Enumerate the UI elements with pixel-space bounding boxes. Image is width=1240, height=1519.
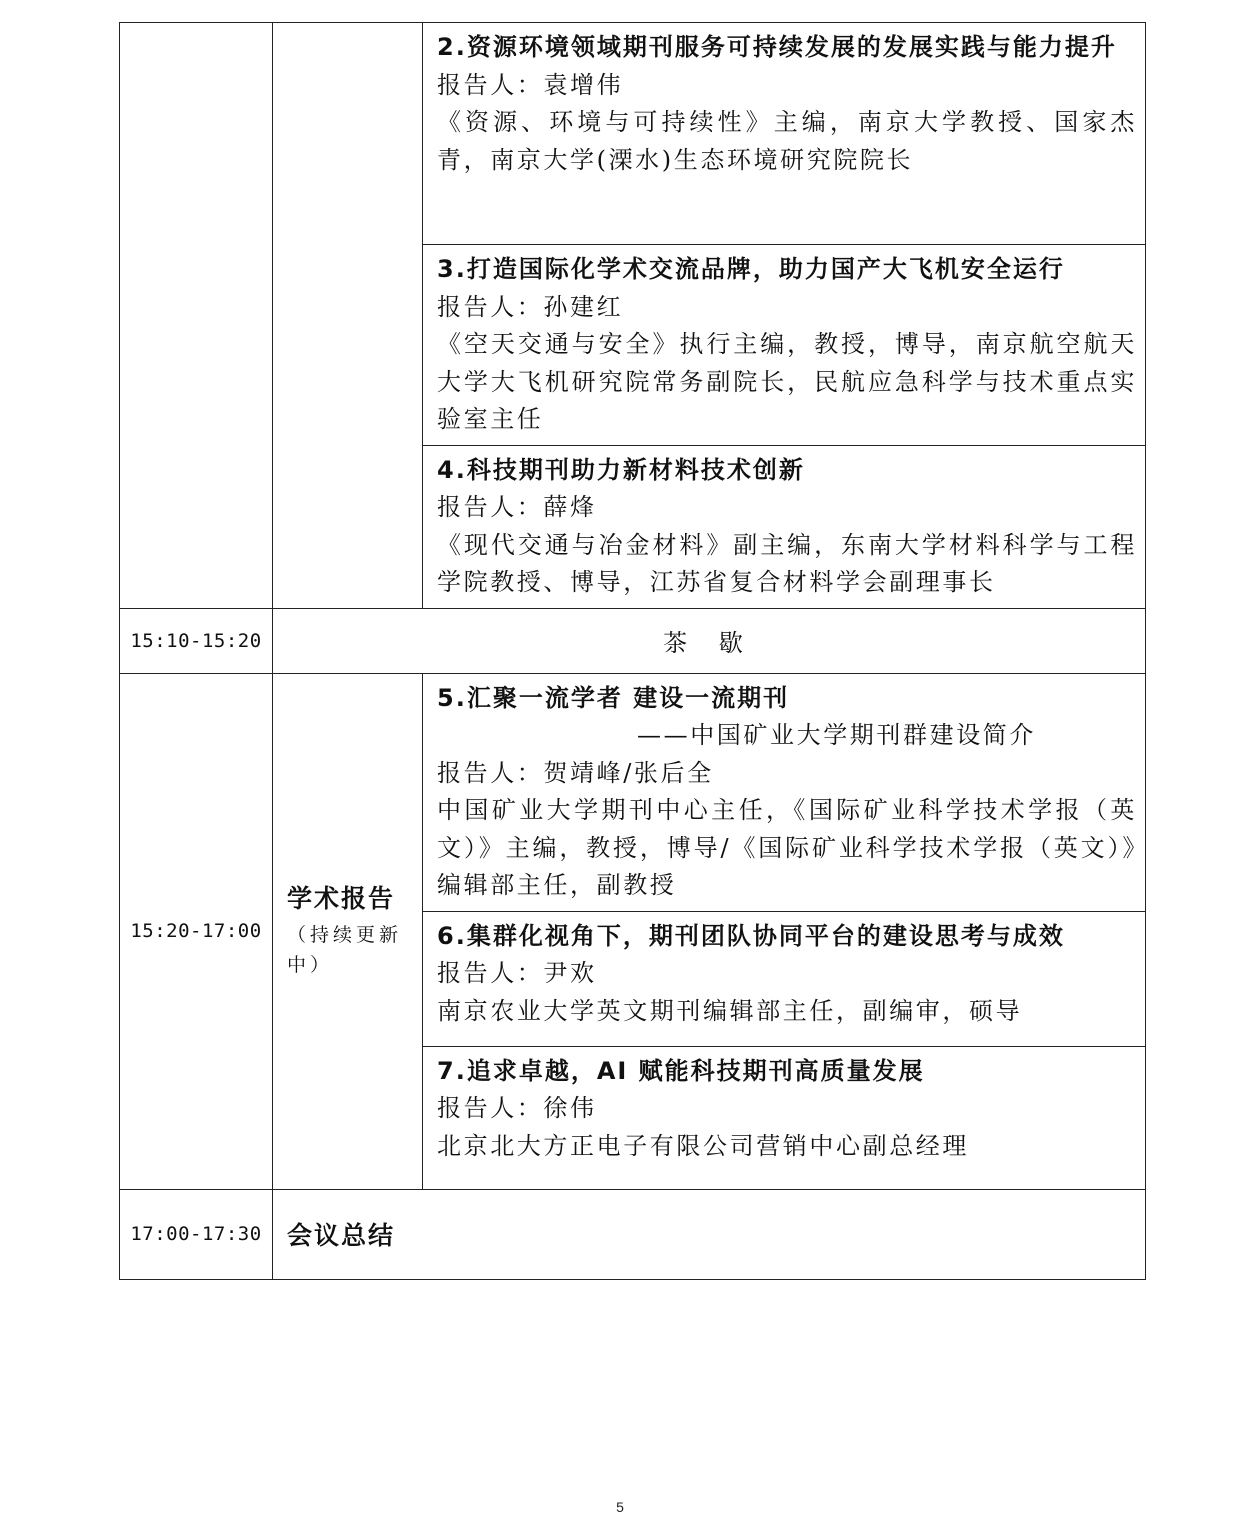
talk-bio: 中国矿业大学期刊中心主任，《国际矿业科学技术学报（英文）》主编，教授，博导/《国际矿业科学技术学报（英文）》编辑部主任，副教授 xyxy=(437,796,1137,899)
talk-speaker: 报告人：袁增伟 xyxy=(437,70,624,99)
talk-title: 6.集群化视角下，期刊团队协同平台的建设思考与成效 xyxy=(437,921,1065,950)
talk-title: 2.资源环境领域期刊服务可持续发展的发展实践与能力提升 xyxy=(437,33,1117,61)
talk-speaker: 报告人：尹欢 xyxy=(437,959,597,987)
talk-title: 3.打造国际化学术交流品牌，助力国产大飞机安全运行 xyxy=(437,255,1065,283)
talk-bio: 《现代交通与冶金材料》副主编，东南大学材料科学与工程学院教授、博导，江苏省复合材料学会副理事长 xyxy=(437,530,1137,596)
session-label-cell xyxy=(273,673,423,1189)
talk-cell xyxy=(423,673,1146,911)
agenda-row xyxy=(120,23,1146,245)
talk-title: 4.科技期刊助力新材料技术创新 xyxy=(437,455,805,484)
talk-bio: 《资源、环境与可持续性》主编，南京大学教授、国家杰青，南京大学(溧水)生态环境研究院院长 xyxy=(437,108,1137,174)
agenda-row-summary xyxy=(120,1189,1146,1279)
talk-cell xyxy=(423,1046,1146,1189)
talk-bio: 南京农业大学英文期刊编辑部主任，副编审，硕导 xyxy=(437,996,1023,1025)
talk-cell xyxy=(423,911,1146,1046)
session-note: （持续更新中） xyxy=(287,924,403,976)
talk-bio: 北京北大方正电子有限公司营销中心副总经理 xyxy=(437,1131,969,1160)
talk-cell xyxy=(423,23,1146,245)
talk-cell xyxy=(423,245,1146,446)
talk-speaker: 报告人：贺靖峰/张后全 xyxy=(437,758,714,787)
talk-speaker: 报告人：薛烽 xyxy=(437,493,597,521)
talk-bio: 《空天交通与安全》执行主编，教授，博导，南京航空航天大学大飞机研究院常务副院长，民航应急科学与技术重点实验室主任 xyxy=(437,330,1137,433)
time-cell-empty xyxy=(120,23,273,609)
summary-label: 会议总结 xyxy=(273,1189,1146,1279)
tea-break-label: 茶 歇 xyxy=(273,608,1146,673)
talk-subtitle: ——中国矿业大学期刊群建设简介 xyxy=(637,721,1036,749)
session-title: 学术报告 xyxy=(287,884,396,913)
talk-title: 7.追求卓越，AI 赋能科技期刊高质量发展 xyxy=(437,1056,925,1085)
agenda-row xyxy=(120,673,1146,911)
talk-speaker: 报告人：孙建红 xyxy=(437,292,624,321)
time-cell: 15:10-15:20 xyxy=(120,608,273,673)
agenda-table xyxy=(119,22,1146,1280)
session-label-cell-empty xyxy=(273,23,423,609)
time-cell: 17:00-17:30 xyxy=(120,1189,273,1279)
page-number: 5 xyxy=(616,1499,624,1515)
talk-cell xyxy=(423,445,1146,608)
agenda-row-tea-break xyxy=(120,608,1146,673)
talk-speaker: 报告人：徐伟 xyxy=(437,1094,597,1122)
time-cell: 15:20-17:00 xyxy=(120,673,273,1189)
talk-title: 5.汇聚一流学者 建设一流期刊 xyxy=(437,683,790,712)
